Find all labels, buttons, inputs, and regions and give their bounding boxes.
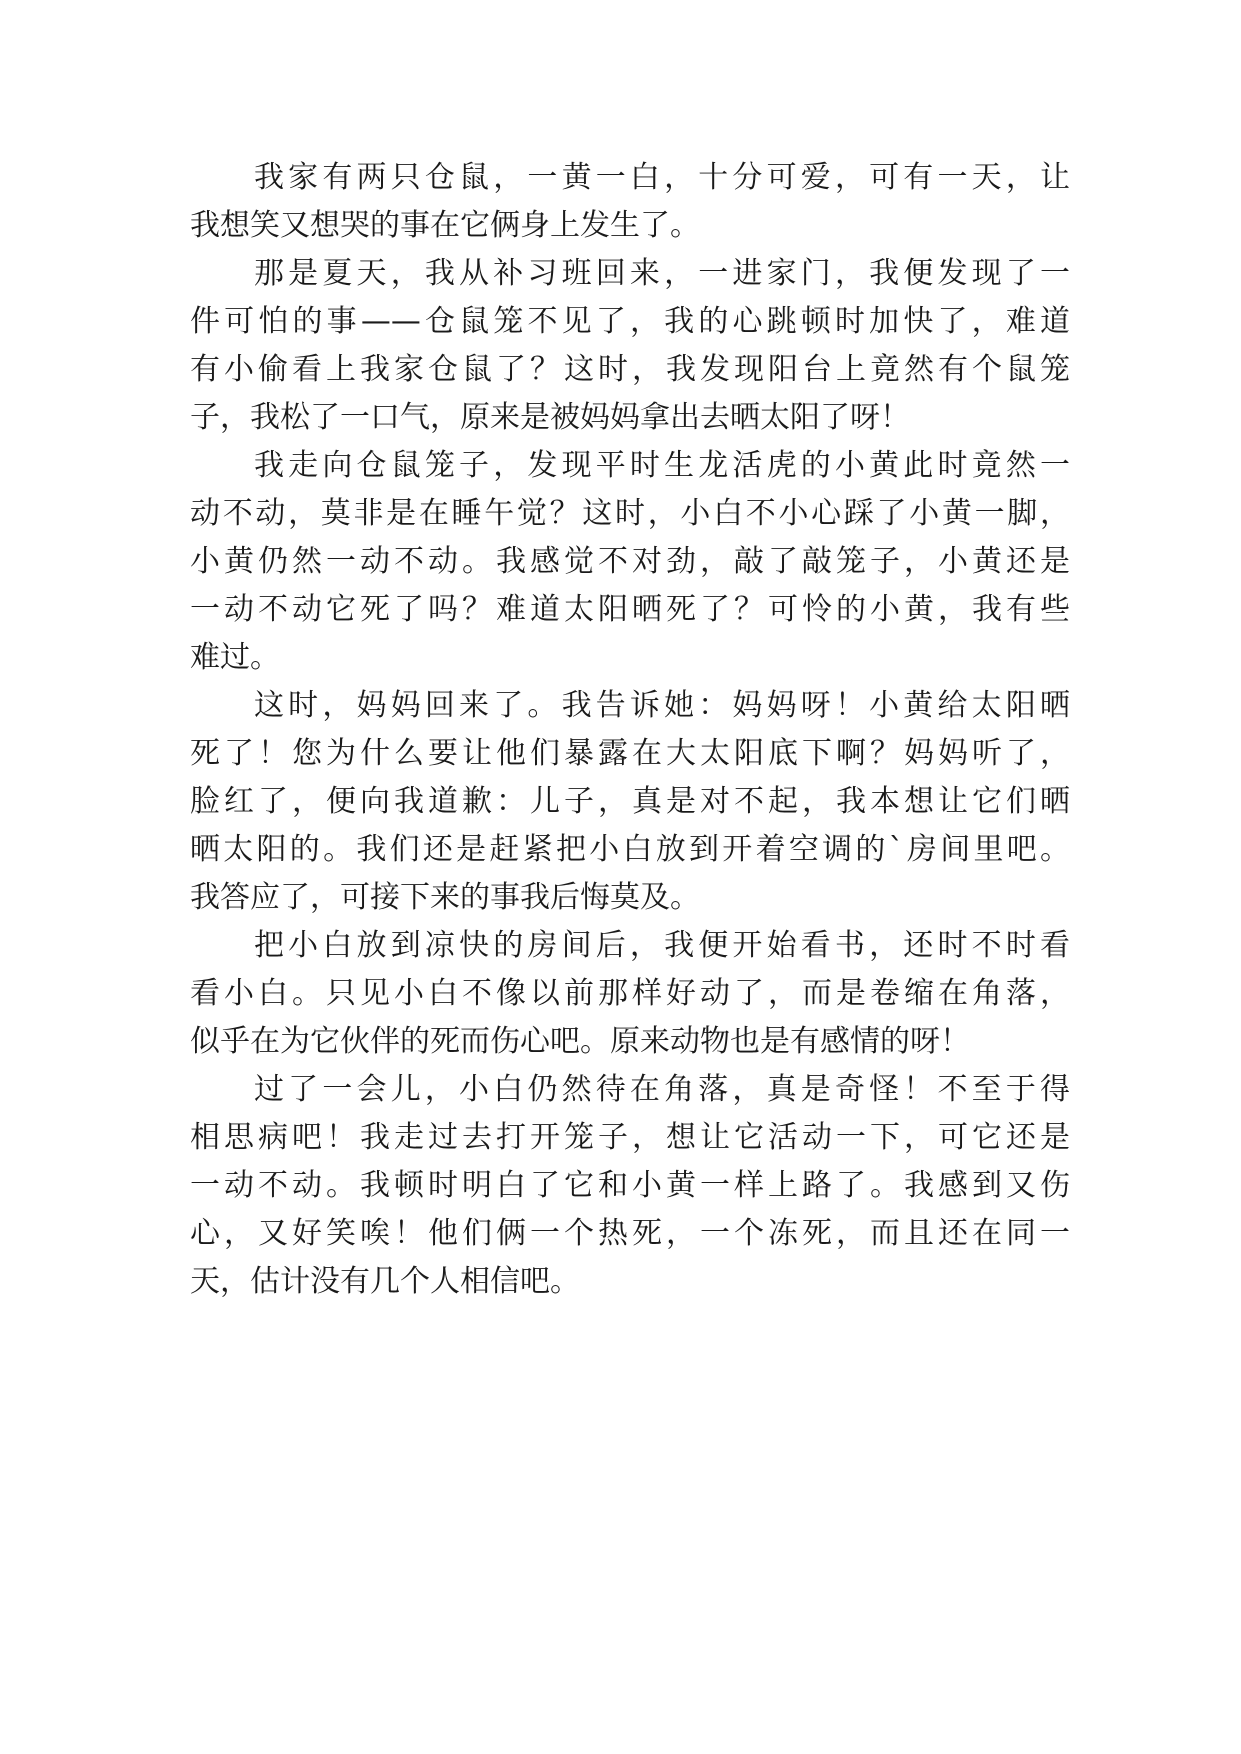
document-body	[190, 154, 1070, 1306]
text-line: 相思病吧！我走过去打开笼子，想让它活动一下，可它还是	[190, 1120, 1070, 1155]
text-line: 一动不动它死了吗？难道太阳晒死了？可怜的小黄，我有些	[190, 592, 1070, 627]
text-line: 难过。	[190, 640, 280, 675]
text-line: 晒太阳的。我们还是赶紧把小白放到开着空调的`房间里吧。	[190, 832, 1070, 867]
paragraph	[190, 442, 1070, 682]
text-line: 子，我松了一口气，原来是被妈妈拿出去晒太阳了呀！	[190, 400, 910, 435]
text-line: 脸红了，便向我道歉：儿子，真是对不起，我本想让它们晒	[190, 784, 1070, 819]
paragraph	[190, 154, 1070, 250]
text-line: 件可怕的事——仓鼠笼不见了，我的心跳顿时加快了，难道	[190, 304, 1070, 339]
text-line: 天，估计没有几个人相信吧。	[190, 1264, 580, 1299]
text-line: 过了一会儿，小白仍然待在角落，真是奇怪！不至于得	[254, 1072, 1070, 1107]
text-line: 死了！您为什么要让他们暴露在大太阳底下啊？妈妈听了，	[190, 736, 1070, 771]
text-line: 一动不动。我顿时明白了它和小黄一样上路了。我感到又伤	[190, 1168, 1070, 1203]
text-line: 心，又好笑唉！他们俩一个热死，一个冻死，而且还在同一	[190, 1216, 1070, 1251]
text-line: 把小白放到凉快的房间后，我便开始看书，还时不时看	[254, 928, 1070, 963]
paragraph	[190, 682, 1070, 922]
text-line: 动不动，莫非是在睡午觉？这时，小白不小心踩了小黄一脚，	[190, 496, 1070, 531]
text-line: 我家有两只仓鼠，一黄一白，十分可爱，可有一天，让	[254, 160, 1070, 195]
text-line: 有小偷看上我家仓鼠了？这时，我发现阳台上竟然有个鼠笼	[190, 352, 1070, 387]
text-line: 我想笑又想哭的事在它俩身上发生了。	[190, 208, 700, 243]
text-line: 看小白。只见小白不像以前那样好动了，而是卷缩在角落，	[190, 976, 1070, 1011]
text-line: 这时，妈妈回来了。我告诉她：妈妈呀！小黄给太阳晒	[254, 688, 1070, 723]
text-line: 我走向仓鼠笼子，发现平时生龙活虎的小黄此时竟然一	[254, 448, 1070, 483]
text-line: 那是夏天，我从补习班回来，一进家门，我便发现了一	[254, 256, 1070, 291]
paragraph	[190, 250, 1070, 442]
paragraph	[190, 922, 1070, 1066]
text-line: 我答应了，可接下来的事我后悔莫及。	[190, 880, 700, 915]
text-line: 小黄仍然一动不动。我感觉不对劲，敲了敲笼子，小黄还是	[190, 544, 1070, 579]
paragraph	[190, 1066, 1070, 1306]
text-line: 似乎在为它伙伴的死而伤心吧。原来动物也是有感情的呀！	[190, 1024, 970, 1059]
